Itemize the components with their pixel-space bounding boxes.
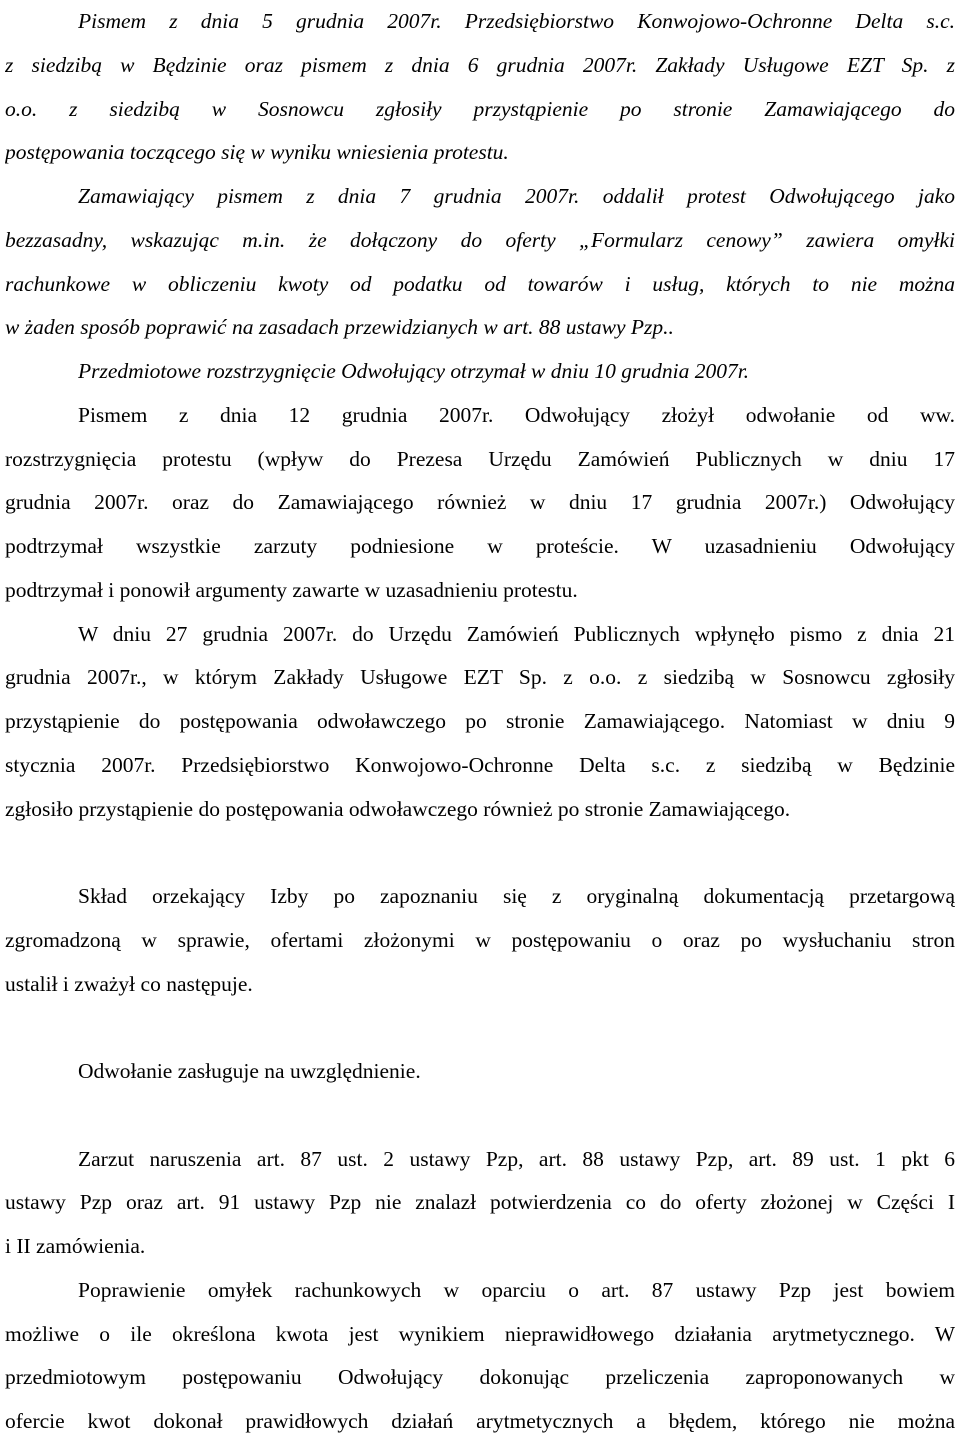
- document-line: postępowania toczącego się w wyniku wniesienia protestu.: [5, 140, 509, 165]
- document-line: stycznia 2007r. Przedsiębiorstwo Konwojowo-Ochronne Delta s.c. z siedzibą w Będzinie: [5, 752, 955, 777]
- document-line: Zamawiający pismem z dnia 7 grudnia 2007r. oddalił protest Odwołującego jako: [78, 184, 955, 208]
- document-line: Poprawienie omyłek rachunkowych w oparciu o art. 87 ustawy Pzp jest bowiem: [78, 1277, 955, 1302]
- document-line: Zarzut naruszenia art. 87 ust. 2 ustawy Pzp, art. 88 ustawy Pzp, art. 89 ust. 1 pkt 6: [78, 1146, 955, 1171]
- document-line: przystąpienie do postępowania odwoławczego po stronie Zamawiającego. Natomiast w dniu 9: [5, 709, 955, 733]
- document-line: Przedmiotowe rozstrzygnięcie Odwołujący otrzymał w dniu 10 grudnia 2007r.: [78, 359, 750, 383]
- document-line: zgłosiło przystąpienie do postępowania odwoławczego również po stronie Zamawiającego.: [5, 796, 791, 821]
- document-line: ofercie kwot dokonał prawidłowych działań arytmetycznych a błędem, którego nie można: [5, 1409, 955, 1433]
- document-line: ustalił i zważył co następuje.: [5, 971, 253, 996]
- document-line: Pismem z dnia 5 grudnia 2007r. Przedsiębiorstwo Konwojowo-Ochronne Delta s.c.: [78, 9, 955, 33]
- document-line: z siedzibą w Będzinie oraz pismem z dnia 6 grudnia 2007r. Zakłady Usługowe EZT Sp. z: [5, 52, 955, 77]
- document-line: o.o. z siedzibą w Sosnowcu zgłosiły przystąpienie po stronie Zamawiającego do: [5, 96, 955, 121]
- document-line: Skład orzekający Izby po zapoznaniu się z oryginalną dokumentacją przetargową: [78, 884, 955, 908]
- document-line: zgromadzoną w sprawie, ofertami złożonymi w postępowaniu o oraz po wysłuchaniu stron: [5, 927, 955, 952]
- document-line: podtrzymał i ponowił argumenty zawarte w uzasadnieniu protestu.: [5, 577, 578, 602]
- document-line: rozstrzygnięcia protestu (wpływ do Prezesa Urzędu Zamówień Publicznych w dniu 17: [5, 446, 955, 471]
- document-line: w żaden sposób poprawić na zasadach przewidzianych w art. 88 ustawy Pzp..: [5, 315, 674, 340]
- document-line: rachunkowe w obliczeniu kwoty od podatku od towarów i usług, których to nie można: [5, 271, 955, 296]
- document-line: Pismem z dnia 12 grudnia 2007r. Odwołujący złożył odwołanie od ww.: [78, 402, 955, 427]
- document-line: grudnia 2007r. oraz do Zamawiającego również w dniu 17 grudnia 2007r.) Odwołujący: [5, 490, 955, 515]
- document-line: bezzasadny, wskazując m.in. że dołączony do oferty „Formularz cenowy” zawiera omyłki: [5, 227, 955, 252]
- document-line: ustawy Pzp oraz art. 91 ustawy Pzp nie znalazł potwierdzenia co do oferty złożonej w Części I: [5, 1190, 955, 1215]
- document-line: i II zamówienia.: [5, 1234, 146, 1258]
- document-line: Odwołanie zasługuje na uwzględnienie.: [78, 1059, 421, 1083]
- document-line: grudnia 2007r., w którym Zakłady Usługowe EZT Sp. z o.o. z siedzibą w Sosnowcu zgłosiły: [5, 665, 955, 690]
- document-line: podtrzymał wszystkie zarzuty podniesione w proteście. W uzasadnieniu Odwołujący: [5, 534, 955, 558]
- document-line: możliwe o ile określona kwota jest wynikiem nieprawidłowego działania arytmetycznego. W: [5, 1321, 955, 1346]
- document-line: W dniu 27 grudnia 2007r. do Urzędu Zamówień Publicznych wpłynęło pismo z dnia 21: [78, 621, 955, 646]
- document-line: przedmiotowym postępowaniu Odwołujący dokonując przeliczenia zaproponowanych w: [5, 1365, 955, 1390]
